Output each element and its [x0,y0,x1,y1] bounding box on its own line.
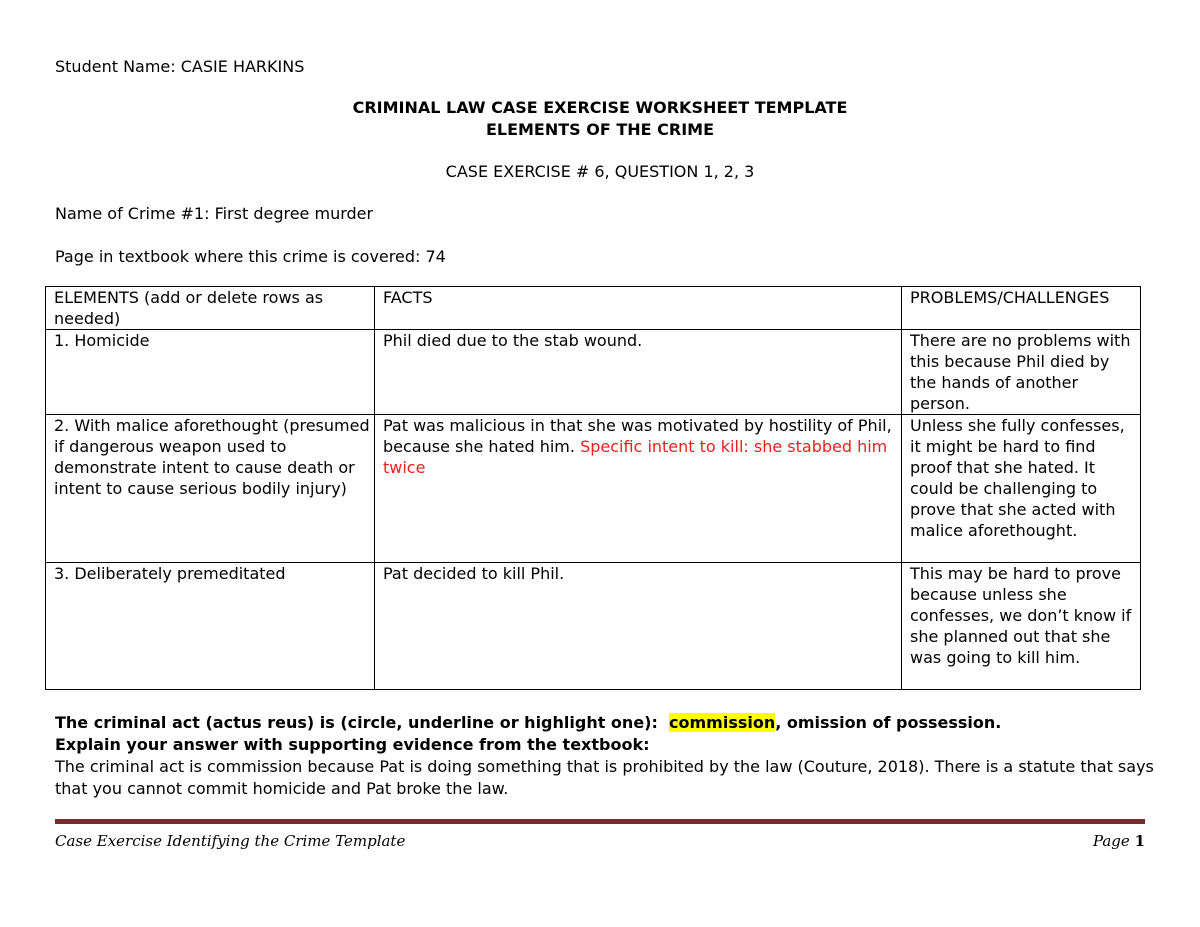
worksheet-title: CRIMINAL LAW CASE EXERCISE WORKSHEET TEMPLATE [352,98,848,117]
facts-text: Pat was malicious in that she was motivated by hostility of Phil, because she hated him. [383,416,892,456]
facts-red-text: Specific intent to kill: she stabbed him twice [383,437,888,477]
page-label: Page [1092,832,1130,850]
footer-rule [55,819,1145,824]
highlighted-answer: commission [669,713,776,732]
elements-table [45,286,1141,690]
explain-label: Explain your answer with supporting evidence from the textbook: [55,735,650,754]
facts-cell [375,563,902,690]
page-number-value: 1 [1134,832,1145,850]
worksheet-subtitle: ELEMENTS OF THE CRIME [485,120,715,139]
facts-text: Phil died due to the stab wound. [383,331,643,350]
criminal-act-prefix: The criminal act (actus reus) is (circle, underline or highlight one): [55,713,658,732]
answer-text: The criminal act is commission because Pat is doing something that is prohibited by the law (Couture, 2018). There is a statute that says that you cannot commit homicide and Pat broke the law. [55,757,1154,798]
element-cell: 2. With malice aforethought (presumed if dangerous weapon used to demonstrate intent to cause death or intent to cause serious bodily injury) [46,415,375,563]
criminal-act-line [55,713,1001,732]
element-cell: 3. Deliberately premeditated [46,563,375,690]
facts-cell [375,330,902,415]
facts-text: Pat decided to kill Phil. [383,564,565,583]
problems-cell: Unless she fully confesses, it might be hard to find proof that she hated. It could be challenging to prove that she acted with malice aforethought. [902,415,1141,563]
header-problems: PROBLEMS/CHALLENGES [902,287,1141,330]
table-row [46,563,1141,690]
header-facts: FACTS [375,287,902,330]
table-row [46,330,1141,415]
student-name: Student Name: CASIE HARKINS [55,57,305,76]
table-row [46,415,1141,563]
facts-cell [375,415,902,563]
footer-title: Case Exercise Identifying the Crime Template [55,832,406,850]
problems-cell: This may be hard to prove because unless she confesses, we don’t know if she planned out that she was going to kill him. [902,563,1141,690]
header-elements: ELEMENTS (add or delete rows as needed) [46,287,375,330]
criminal-act-suffix: , omission of possession. [775,713,1002,732]
case-exercise-line: CASE EXERCISE # 6, QUESTION 1, 2, 3 [445,162,755,181]
problems-cell: There are no problems with this because Phil died by the hands of another person. [902,330,1141,415]
textbook-page: Page in textbook where this crime is covered: 74 [55,247,446,266]
crime-name: Name of Crime #1: First degree murder [55,204,374,223]
element-cell: 1. Homicide [46,330,375,415]
table-header-row [46,287,1141,330]
page-number [1093,832,1145,850]
